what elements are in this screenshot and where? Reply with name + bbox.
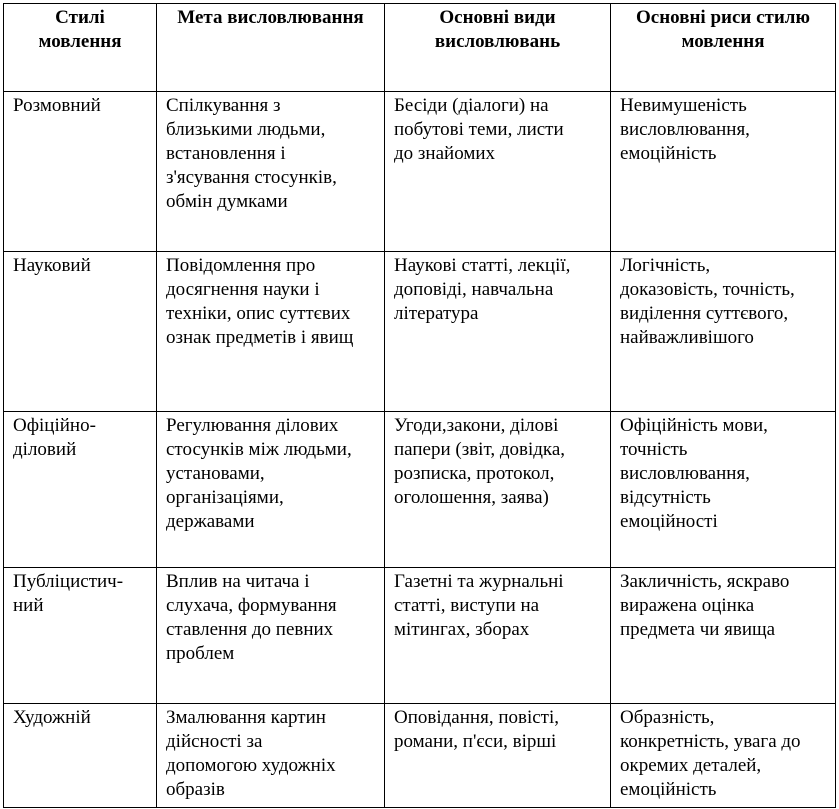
cell-purpose: Повідомлення про досягнення науки і техніки, опис суттєвих ознак предметів і явищ [157,252,385,412]
cell-features: Офіційність мови, точність висловлювання, відсутність емоційності [611,412,836,568]
cell-purpose: Спілкування з близькими людьми, встановлення і з'ясування стосунків, обмін думками [157,92,385,252]
cell-style: Науковий [4,252,157,412]
cell-style: Художній [4,704,157,808]
column-header-features: Основні риси стилю мовлення [611,4,836,92]
cell-kinds: Бесіди (діалоги) на побутові теми, листи до знайомих [385,92,611,252]
cell-kinds: Наукові статті, лекції, доповіді, навчальна література [385,252,611,412]
table-row [4,92,836,252]
table-row [4,412,836,568]
cell-kinds: Угоди,закони, ділові папери (звіт, довідка, розписка, протокол, оголошення, заява) [385,412,611,568]
column-header-purpose: Мета висловлювання [157,4,385,92]
column-header-kinds: Основні види висловлювань [385,4,611,92]
cell-purpose: Вплив на читача і слухача, формування ставлення до певних проблем [157,568,385,704]
cell-purpose: Регулювання ділових стосунків між людьми, установами, організаціями, державами [157,412,385,568]
cell-kinds: Газетні та журнальні статті, виступи на мітингах, зборах [385,568,611,704]
cell-features: Логічність, доказовість, точність, виділення суттєвого, найважливішого [611,252,836,412]
table-row [4,252,836,412]
speech-styles-table [3,3,836,808]
cell-purpose: Змалювання картин дійсності за допомогою художніх образів [157,704,385,808]
cell-style: Розмовний [4,92,157,252]
table-row [4,704,836,808]
column-header-style: Стилі мовлення [4,4,157,92]
cell-kinds: Оповідання, повісті, романи, п'єси, вірші [385,704,611,808]
cell-style: Офіційно- діловий [4,412,157,568]
cell-features: Невимушеність висловлювання, емоційність [611,92,836,252]
cell-features: Образність, конкретність, увага до окремих деталей, емоційність [611,704,836,808]
table-header-row [4,4,836,92]
cell-features: Закличність, яскраво виражена оцінка предмета чи явища [611,568,836,704]
cell-style: Публіцистич- ний [4,568,157,704]
table-row [4,568,836,704]
